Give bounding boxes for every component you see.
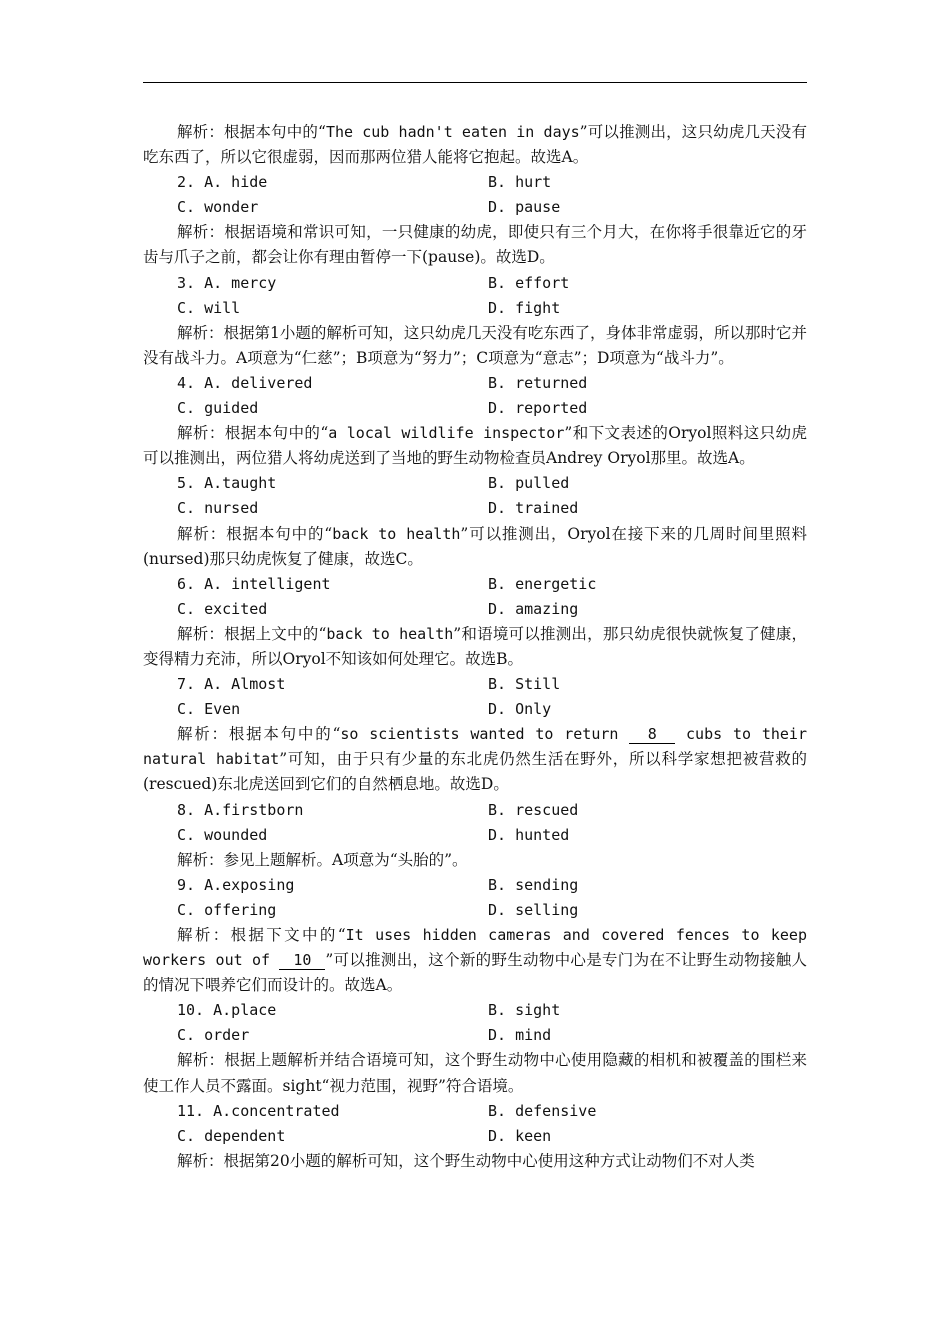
analysis-11: 解析：根据第20小题的解析可知，这个野生动物中心使用这种方式让动物们不对人类	[177, 1151, 755, 1170]
option-a: A.taught	[204, 474, 277, 493]
analysis-8: 解析：参见上题解析。A项意为“头胎的”。	[177, 850, 468, 869]
option-a: A. intelligent	[204, 574, 331, 593]
option-d: D. hunted	[488, 825, 570, 844]
analysis-3: 解析：根据第1小题的解析可知，这只幼虎几天没有吃东西了，身体非常虚弱，所以那时它并没有战斗力。A项意为“仁慈”；B项意为“努力”；C项意为“意志”；D项意为“战斗力”。	[143, 323, 807, 367]
option-b: B. sight	[488, 1001, 561, 1020]
options-row-4-ab: 4. A. delivered B. returned	[143, 371, 807, 396]
option-a: A.exposing	[204, 875, 295, 894]
option-b: B. pulled	[488, 474, 570, 493]
option-b: B. energetic	[488, 574, 597, 593]
analysis-7: 解析：根据本句中的“so scientists wanted to return 8 cubs to their natural habitat”可知，由于只有少量的东北虎仍然生活在野外，所以科学家想把被营救的(rescued)东北虎送回到它们的自然栖息地。故选D。	[143, 725, 807, 794]
options-row-7-ab: 7. A. Almost B. Still	[143, 672, 807, 697]
options-row-9-cd	[143, 898, 807, 923]
options-row-3-cd	[143, 296, 807, 321]
option-a: A. mercy	[204, 273, 277, 292]
options-row-2-ab: 2. A. hide B. hurt	[143, 170, 807, 195]
option-c: C. nursed	[177, 499, 259, 518]
option-b: B. rescued	[488, 800, 579, 819]
option-d: D. fight	[488, 298, 561, 317]
options-row-8-cd	[143, 823, 807, 848]
analysis-2: 解析：根据语境和常识可知，一只健康的幼虎，即使只有三个月大，在你将手很靠近它的牙齿与爪子之前，都会让你有理由暂停一下(pause)。故选D。	[143, 223, 807, 267]
option-c: C. wonder	[177, 198, 259, 217]
option-b: B. sending	[488, 875, 579, 894]
option-a: A. hide	[204, 173, 268, 192]
option-d: D. mind	[488, 1026, 552, 1045]
blank-8: 8	[629, 725, 675, 744]
option-b: B. effort	[488, 273, 570, 292]
option-c: C. order	[177, 1026, 250, 1045]
options-row-8-ab: 8. A.firstborn B. rescued	[143, 798, 807, 823]
options-row-3-ab: 3. A. mercy B. effort	[143, 271, 807, 296]
option-c: C. will	[177, 298, 241, 317]
options-row-5-ab: 5. A.taught B. pulled	[143, 471, 807, 496]
option-c: C. dependent	[177, 1126, 286, 1145]
option-d: D. trained	[488, 499, 579, 518]
option-d: D. pause	[488, 198, 561, 217]
options-row-10-ab: 10. A.place B. sight	[143, 998, 807, 1023]
options-row-6-cd	[143, 597, 807, 622]
analysis-9: 解析：根据下文中的“It uses hidden cameras and covered fences to keep workers out of 10 ”可以推测出，这个新的野生动物中心是专门为在不让野生动物接触人的情况下喂养它们而设计的。故选A。	[143, 926, 807, 995]
options-row-2-cd	[143, 195, 807, 220]
option-c: C. wounded	[177, 825, 268, 844]
option-a: A.concentrated	[213, 1101, 340, 1120]
analysis-6: 解析：根据上文中的“back to health”和语境可以推测出，那只幼虎很快就恢复了健康，变得精力充沛，所以Oryol不知该如何处理它。故选B。	[143, 624, 807, 668]
option-a: A.firstborn	[204, 800, 304, 819]
option-b: B. Still	[488, 675, 561, 694]
option-b: B. defensive	[488, 1101, 597, 1120]
option-d: D. selling	[488, 900, 579, 919]
analysis-4: 解析：根据本句中的“a local wildlife inspector”和下文表述的Oryol照料这只幼虎可以推测出，两位猎人将幼虎送到了当地的野生动物检查员Andrey Oryol那里。故选A。	[143, 424, 807, 468]
option-a: A. delivered	[204, 373, 313, 392]
options-row-10-cd	[143, 1023, 807, 1048]
option-c: C. guided	[177, 399, 259, 418]
analysis-5: 解析：根据本句中的“back to health”可以推测出，Oryol在接下来的几周时间里照料(nursed)那只幼虎恢复了健康，故选C。	[143, 524, 807, 568]
options-row-9-ab: 9. A.exposing B. sending	[143, 873, 807, 898]
blank-10: 10	[279, 951, 325, 970]
options-row-11-ab: 11. A.concentrated B. defensive	[143, 1099, 807, 1124]
option-c: C. Even	[177, 700, 241, 719]
option-c: C. excited	[177, 599, 268, 618]
options-row-7-cd	[143, 697, 807, 722]
options-row-11-cd	[143, 1124, 807, 1149]
analysis-1: 解析：根据本句中的“The cub hadn't eaten in days”可以推测出，这只幼虎几天没有吃东西了，所以它很虚弱，因而那两位猎人能将它抱起。故选A。	[143, 123, 807, 167]
option-d: D. keen	[488, 1126, 552, 1145]
option-d: D. amazing	[488, 599, 579, 618]
option-b: B. hurt	[488, 173, 552, 192]
options-row-4-cd	[143, 396, 807, 421]
option-a: A. Almost	[204, 675, 286, 694]
option-c: C. offering	[177, 900, 277, 919]
header-rule	[143, 82, 807, 83]
analysis-10: 解析：根据上题解析并结合语境可知，这个野生动物中心使用隐藏的相机和被覆盖的围栏来使工作人员不露面。sight“视力范围，视野”符合语境。	[143, 1051, 807, 1095]
answer-explanations	[143, 120, 807, 1174]
options-row-5-cd	[143, 496, 807, 521]
option-b: B. returned	[488, 373, 588, 392]
option-d: D. reported	[488, 399, 588, 418]
option-a: A.place	[213, 1001, 277, 1020]
options-row-6-ab: 6. A. intelligent B. energetic	[143, 572, 807, 597]
option-d: D. Only	[488, 700, 552, 719]
